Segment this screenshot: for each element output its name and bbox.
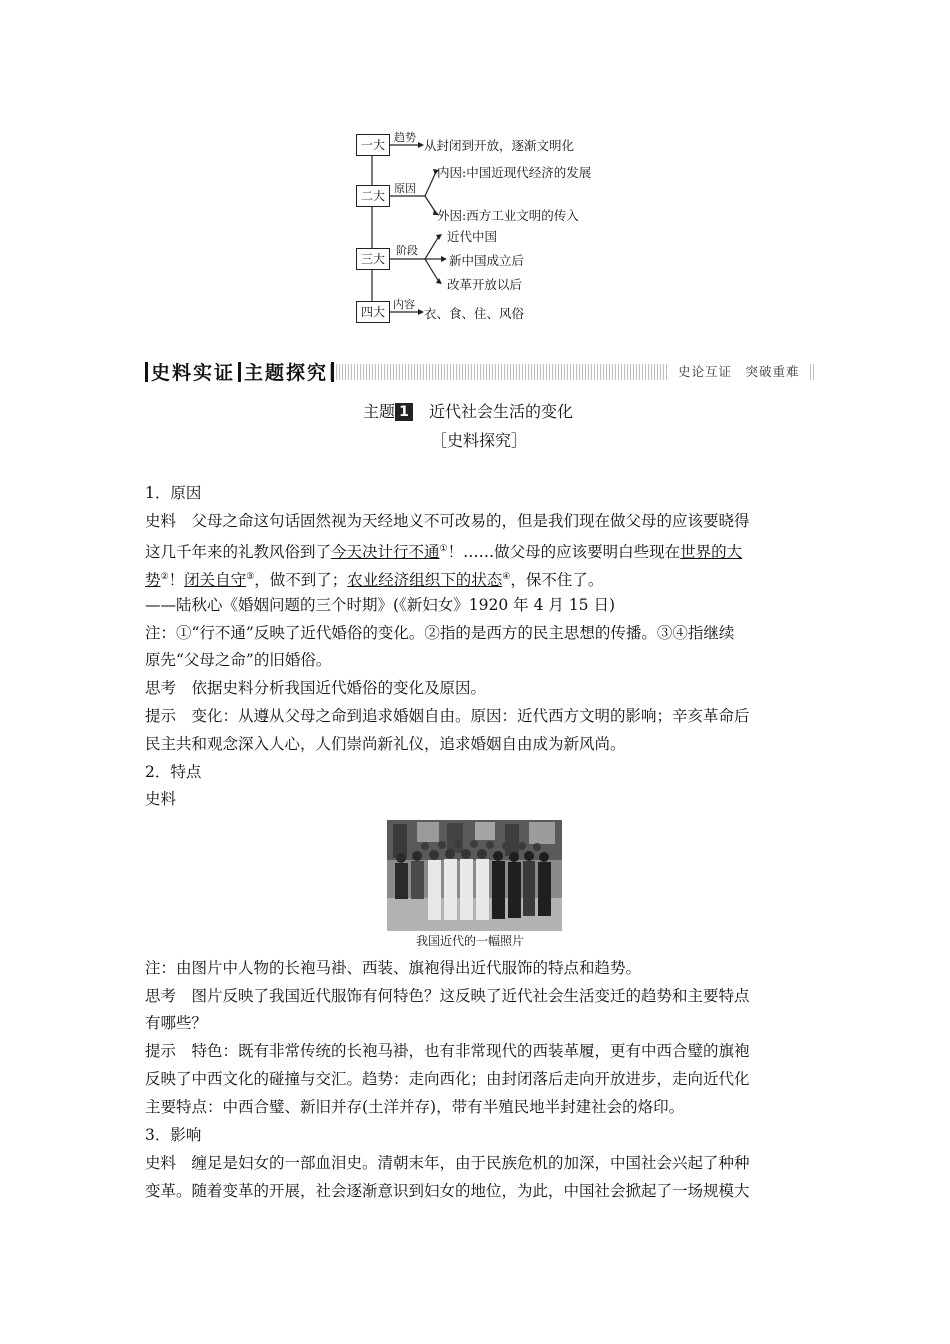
text-run: ，做不到了； — [254, 571, 348, 589]
s2-line: 主要特点：中西合璧、新旧并存(土洋并存)，带有半殖民地半封建社会的烙印。 — [145, 1098, 685, 1116]
topic-number-badge: 1 — [395, 403, 413, 421]
mindmap-box-4: 四大 — [356, 301, 390, 323]
footnote-marker: ① — [439, 544, 448, 554]
topic-title: 近代社会生活的变化 — [429, 402, 574, 421]
s3-line: 史料 缠足是妇女的一部血泪史。清朝末年，由于民族危机的加深，中国社会兴起了种种 — [145, 1154, 750, 1172]
footnote-marker: ③ — [246, 572, 255, 582]
s1-line — [145, 566, 603, 591]
s1-line: 提示 变化：从遵从父母之命到追求婚姻自由。原因：近代西方文明的影响；辛亥革命后 — [145, 707, 750, 725]
underlined-text: 世界的大 — [680, 543, 743, 561]
footnote-marker: ② — [160, 572, 169, 582]
text-run: ，保不住了。 — [510, 571, 604, 589]
text-run: 这几千年来的礼教风俗到了 — [145, 543, 332, 561]
mindmap-text-3-1: 近代中国 — [447, 229, 498, 244]
banner-title — [142, 358, 337, 385]
section-1-heading: 1．原因 — [145, 484, 202, 502]
mindmap-text-4-1: 衣、食、住、风俗 — [424, 306, 525, 321]
text-run: ！ — [168, 571, 185, 589]
s1-line — [145, 538, 742, 563]
s1-line: 思考 依据史料分析我国近代婚俗的变化及原因。 — [145, 679, 487, 697]
mindmap-box-1: 一大 — [356, 134, 390, 156]
s2-line: 思考 图片反映了我国近代服饰有何特色？这反映了近代社会生活变迁的趋势和主要特点 — [145, 987, 750, 1005]
s3-line: 变革。随着变革的开展，社会逐渐意识到妇女的地位，为此，中国社会掀起了一场规模大 — [145, 1182, 750, 1200]
mindmap-label-3: 阶段 — [396, 244, 418, 257]
mindmap-text-1-1: 从封闭到开放，逐渐文明化 — [424, 138, 575, 153]
s2-source-label: 史料 — [145, 790, 177, 808]
mindmap-label-1: 趋势 — [394, 131, 416, 144]
section-2-heading: 2．特点 — [145, 763, 202, 781]
s1-line: ——陆秋心《婚姻问题的三个时期》(《新妇女》1920 年 4 月 15 日) — [145, 596, 616, 614]
banner-divider — [145, 362, 148, 382]
mindmap-text-2-2: 外因:西方工业文明的传入 — [437, 208, 579, 223]
underlined-text: 势 — [145, 571, 161, 589]
underlined-text: 农业经济组织下的状态 — [347, 571, 503, 589]
banner-title-2: 主题探究 — [244, 362, 329, 384]
s2-line: 反映了中西文化的碰撞与交汇。趋势：走向西化；由封闭落后走向开放进步，走向近代化 — [145, 1070, 750, 1088]
banner-title-1: 史料实证 — [151, 362, 236, 384]
mindmap-box-3: 三大 — [356, 248, 390, 270]
topic-heading — [363, 399, 573, 422]
underlined-text: 闭关自守 — [184, 571, 247, 589]
banner-divider — [331, 362, 334, 382]
mindmap-label-4: 内容 — [393, 298, 415, 311]
mindmap-text-3-3: 改革开放以后 — [447, 277, 523, 292]
s1-line: 原先“父母之命”的旧婚俗。 — [145, 651, 332, 669]
s2-line: 注：由图片中人物的长袍马褂、西装、旗袍得出近代服饰的特点和趋势。 — [145, 959, 642, 977]
s1-line: 民主共和观念深入人心，人们崇尚新礼仪，追求婚姻自由成为新风尚。 — [145, 735, 626, 753]
text-run: ！……做父母的应该要明白些现在 — [447, 543, 681, 561]
banner-subtitle: 史论互证 突破重难 — [668, 363, 810, 381]
footnote-marker: ④ — [502, 572, 511, 582]
banner-divider — [238, 362, 241, 382]
s2-line: 提示 特色：既有非常传统的长袍马褂，也有非常现代的西装革履，更有中西合璧的旗袍 — [145, 1042, 750, 1060]
mindmap-box-2: 二大 — [356, 185, 390, 207]
mindmap-text-2-1: 内因:中国近现代经济的发展 — [437, 165, 592, 180]
historical-group-photo — [387, 820, 562, 931]
s1-line: 史料 父母之命这句话固然视为天经地义不可改易的，但是我们现在做父母的应该要晓得 — [145, 512, 750, 530]
section-3-heading: 3．影响 — [145, 1126, 202, 1144]
s2-line: 有哪些？ — [145, 1014, 208, 1032]
topic-subheading: ［史料探究］ — [431, 431, 528, 450]
photo-image — [387, 820, 562, 931]
topic-prefix: 主题 — [363, 402, 396, 421]
mindmap-label-2: 原因 — [394, 182, 416, 195]
s1-line: 注：①“行不通”反映了近代婚俗的变化。②指的是西方的民主思想的传播。③④指继续 — [145, 624, 735, 642]
photo-caption: 我国近代的一幅照片 — [416, 934, 525, 948]
mindmap-text-3-2: 新中国成立后 — [449, 253, 525, 268]
underlined-text: 今天决计行不通 — [331, 543, 440, 561]
